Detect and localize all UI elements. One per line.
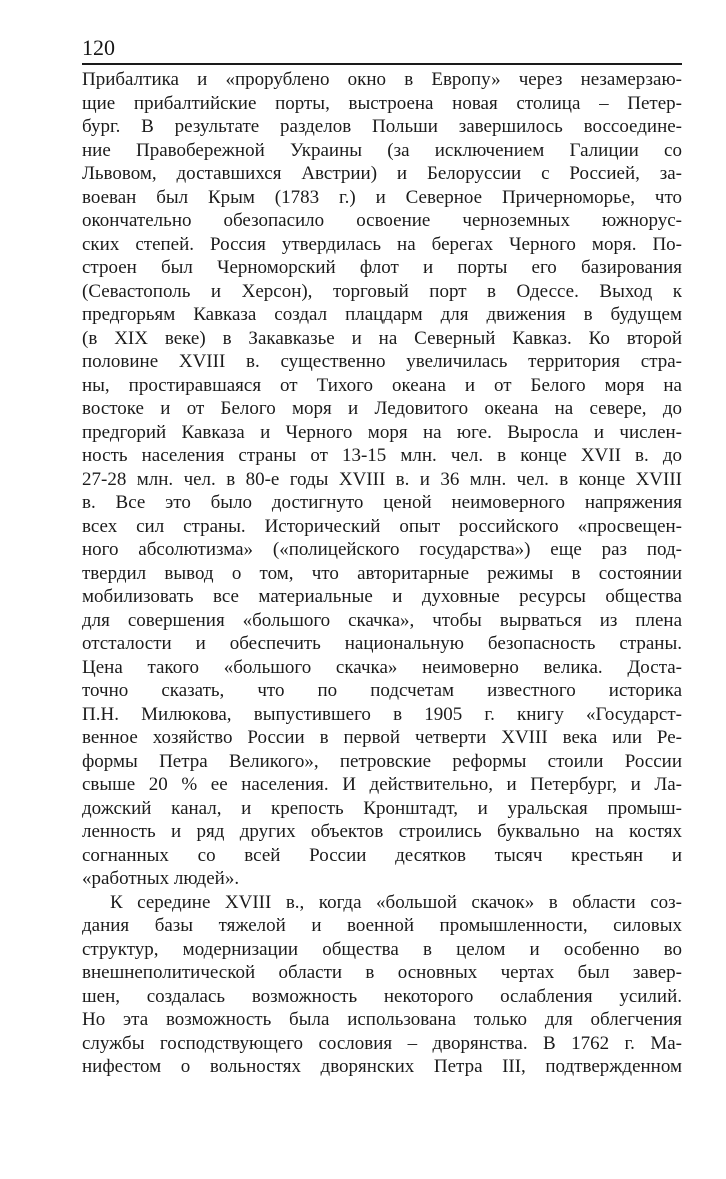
text-line: венное хозяйство России в первой четверти XVIII века или Ре- bbox=[82, 727, 682, 748]
body-text bbox=[82, 68, 682, 1079]
text-line: формы Петра Великого», петровские реформы стоили России bbox=[82, 750, 682, 772]
text-line: щие прибалтийские порты, выстроена новая столица – Петер- bbox=[82, 92, 682, 114]
text-line: П.Н. Милюкова, выпустившего в 1905 г. книгу «Государст- bbox=[82, 703, 682, 725]
header-rule bbox=[82, 63, 682, 65]
text-line: ских степей. Россия утвердилась на берегах Черного моря. По- bbox=[82, 233, 682, 255]
text-line: нифестом о вольностях дворянских Петра III, подтвержденном bbox=[82, 1056, 682, 1077]
text-line: свыше 20 % ее населения. И действительно, и Петербург, и Ла- bbox=[82, 774, 682, 795]
text-line: Но эта возможность была использована только для облегчения bbox=[82, 1009, 682, 1030]
text-line: шен, создалась возможность некоторого ослабления усилий. bbox=[82, 985, 682, 1007]
text-line: в. Все это было достигнуто ценой неимоверного напряжения bbox=[82, 492, 682, 513]
text-line: Цена такого «большого скачка» неимоверно велика. Доста- bbox=[82, 656, 682, 678]
text-line: окончательно обезопасило освоение черноземных южнорус- bbox=[82, 210, 682, 231]
text-line: для совершения «большого скачка», чтобы вырваться из плена bbox=[82, 609, 682, 631]
text-line: мобилизовать все материальные и духовные ресурсы общества bbox=[82, 586, 682, 607]
text-line: дожский канал, и крепость Кронштадт, и уральская промыш- bbox=[82, 797, 682, 819]
text-line: востоке и от Белого моря и Ледовитого океана на севере, до bbox=[82, 398, 682, 419]
text-line: отсталости и обеспечить национальную безопасность страны. bbox=[82, 633, 682, 654]
text-line: (в XIX веке) в Закавказье и на Северный Кавказ. Ко второй bbox=[82, 327, 682, 349]
text-line: твердил вывод о том, что авторитарные режимы в состоянии bbox=[82, 562, 682, 584]
text-line: Прибалтика и «прорублено окно в Европу» через незамерзаю- bbox=[82, 69, 682, 90]
text-line: 27-28 млн. чел. в 80-е годы XVIII в. и 36 млн. чел. в конце XVIII bbox=[82, 468, 682, 490]
text-line: согнанных со всей России десятков тысяч крестьян и bbox=[82, 844, 682, 866]
text-line: (Севастополь и Херсон), торговый порт в Одессе. Выход к bbox=[82, 280, 682, 302]
text-line: Львовом, доставшихся Австрии) и Белоруссии с Россией, за- bbox=[82, 163, 682, 184]
text-line: ны, простиравшаяся от Тихого океана и от Белого моря на bbox=[82, 374, 682, 396]
paragraph-2 bbox=[82, 891, 682, 1079]
text-line: предгорий Кавказа и Черного моря на юге. Выросла и числен- bbox=[82, 421, 682, 443]
text-line: дания базы тяжелой и военной промышленности, силовых bbox=[82, 915, 682, 936]
text-line: «работных людей». bbox=[82, 868, 240, 889]
text-line: структур, модернизации общества в целом и особенно во bbox=[82, 938, 682, 960]
paragraph-1 bbox=[82, 68, 682, 891]
text-line: внешнеполитической области в основных чертах был завер- bbox=[82, 962, 682, 983]
text-line: всех сил страны. Исторический опыт российского «просвещен- bbox=[82, 515, 682, 537]
text-line: строен был Черноморский флот и порты его базирования bbox=[82, 257, 682, 278]
page-number: 120 bbox=[82, 35, 115, 60]
text-line: точно сказать, что по подсчетам известного историка bbox=[82, 680, 682, 701]
text-line: службы господствующего сословия – дворянства. В 1762 г. Ма- bbox=[82, 1032, 682, 1054]
text-line: ленность и ряд других объектов строились буквально на костях bbox=[82, 821, 682, 842]
text-line: ние Правобережной Украины (за исключением Галиции со bbox=[82, 139, 682, 161]
text-line: предгорьям Кавказа создал плацдарм для движения в будущем bbox=[82, 304, 682, 325]
text-line: бург. В результате разделов Польши завершилось воссоедине- bbox=[82, 116, 682, 137]
text-line: ного абсолютизма» («полицейского государства») еще раз под- bbox=[82, 539, 682, 560]
text-line: ность населения страны от 13-15 млн. чел. в конце XVII в. до bbox=[82, 445, 682, 466]
text-line: половине XVIII в. существенно увеличилась территория стра- bbox=[82, 351, 682, 372]
text-line: К середине XVIII в., когда «большой скачок» в области соз- bbox=[110, 891, 682, 913]
text-line: воеван был Крым (1783 г.) и Северное Причерноморье, что bbox=[82, 186, 682, 208]
